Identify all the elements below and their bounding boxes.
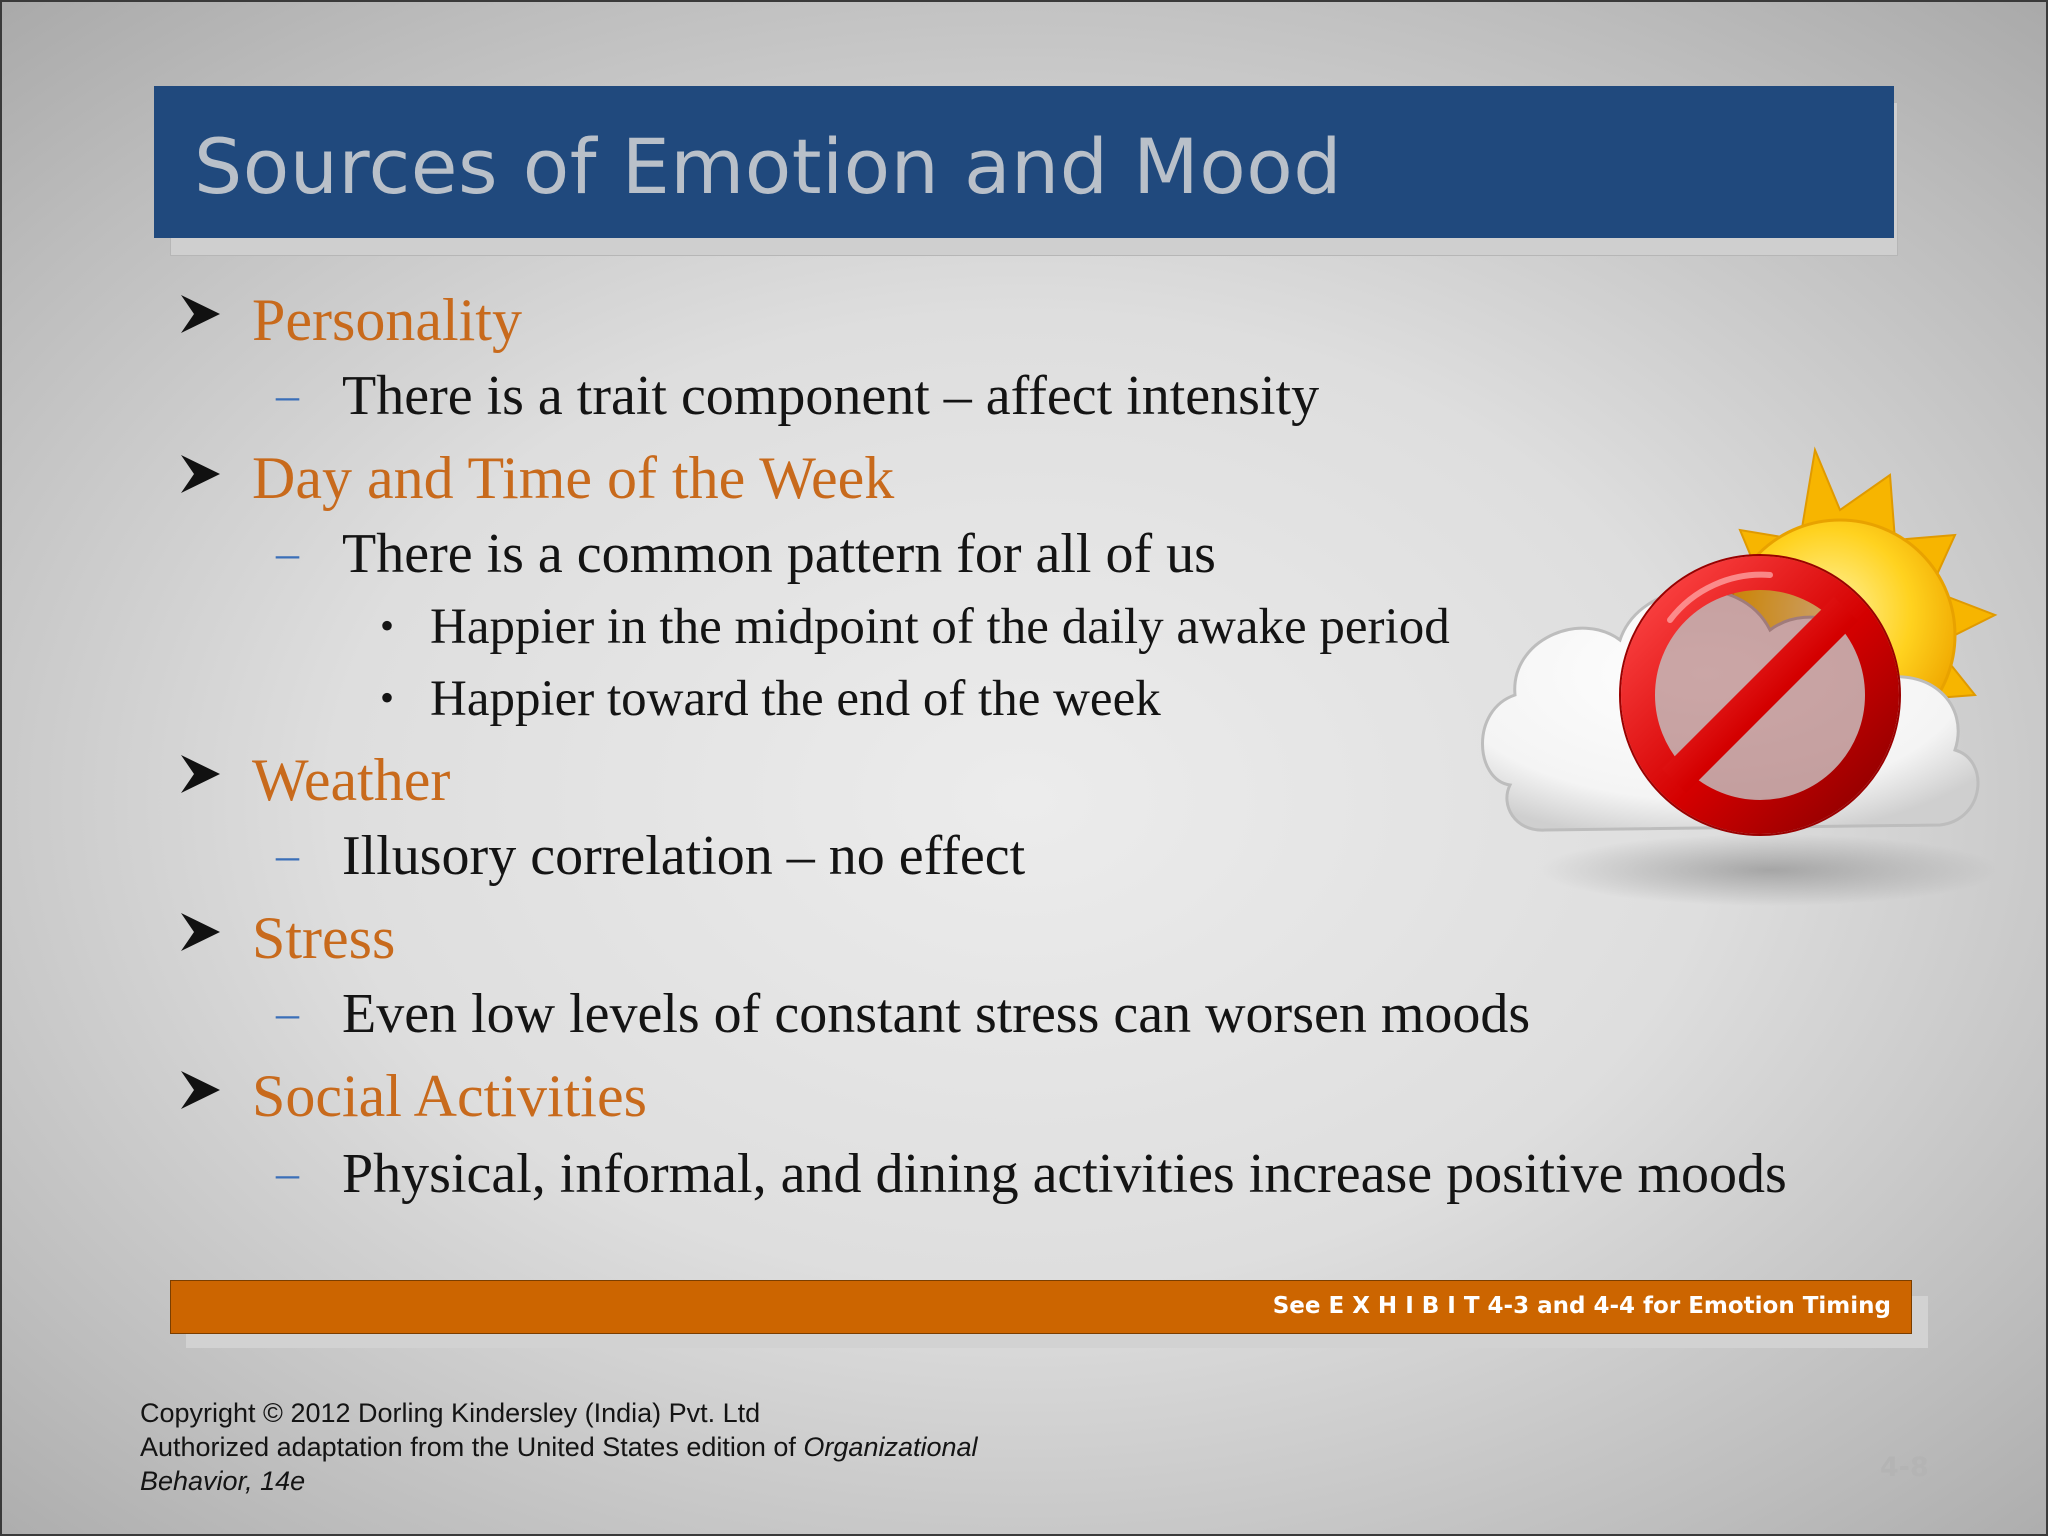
copyright-line: Copyright © 2012 Dorling Kindersley (India) Pvt. Ltd	[140, 1398, 761, 1428]
sub-marker: –	[276, 369, 299, 420]
sub-marker: –	[276, 987, 299, 1038]
weather-illustration	[1470, 440, 2010, 920]
sub-item: There is a common pattern for all of us	[342, 523, 1216, 585]
arrow-bullet-icon	[178, 452, 222, 496]
bullet-marker: •	[380, 675, 395, 720]
copyright-text: Authorized adaptation from the United States edition of	[140, 1432, 804, 1462]
heading-personality: Personality	[252, 287, 522, 353]
slide-title: Sources of Emotion and Mood	[194, 122, 1342, 211]
arrow-bullet-icon	[178, 752, 222, 796]
sub-marker: –	[276, 1147, 299, 1198]
sub-item: Even low levels of constant stress can worsen moods	[342, 983, 1531, 1045]
heading-weather: Weather	[252, 747, 451, 813]
exhibit-note-bar	[170, 1280, 1912, 1334]
sub-marker: –	[276, 527, 299, 578]
bullet-item: Happier toward the end of the week	[430, 671, 1161, 727]
copyright-line	[140, 1430, 1100, 1464]
copyright-notice	[140, 1396, 1100, 1498]
bullet-marker: •	[380, 603, 395, 648]
slide-number: 4-8	[1880, 1452, 1929, 1483]
sub-item: Illusory correlation – no effect	[342, 825, 1026, 887]
sub-item: There is a trait component – affect intensity	[342, 365, 1320, 427]
bullet-item: Happier in the midpoint of the daily awake period	[430, 599, 1450, 655]
copyright-line	[140, 1464, 1100, 1498]
arrow-bullet-icon	[178, 292, 222, 336]
heading-stress: Stress	[252, 905, 396, 971]
no-symbol-icon	[1620, 555, 1900, 835]
sub-marker: –	[276, 829, 299, 880]
sub-item: Physical, informal, and dining activities increase positive moods	[342, 1143, 1787, 1205]
exhibit-note: See E X H I B I T 4-3 and 4-4 for Emotion Timing	[1272, 1293, 1891, 1319]
heading-day-time: Day and Time of the Week	[252, 445, 895, 511]
arrow-bullet-icon	[178, 910, 222, 954]
book-title: Organizational	[803, 1432, 978, 1462]
heading-social: Social Activities	[252, 1063, 647, 1129]
arrow-bullet-icon	[178, 1068, 222, 1112]
book-title: Behavior, 14e	[140, 1466, 306, 1496]
